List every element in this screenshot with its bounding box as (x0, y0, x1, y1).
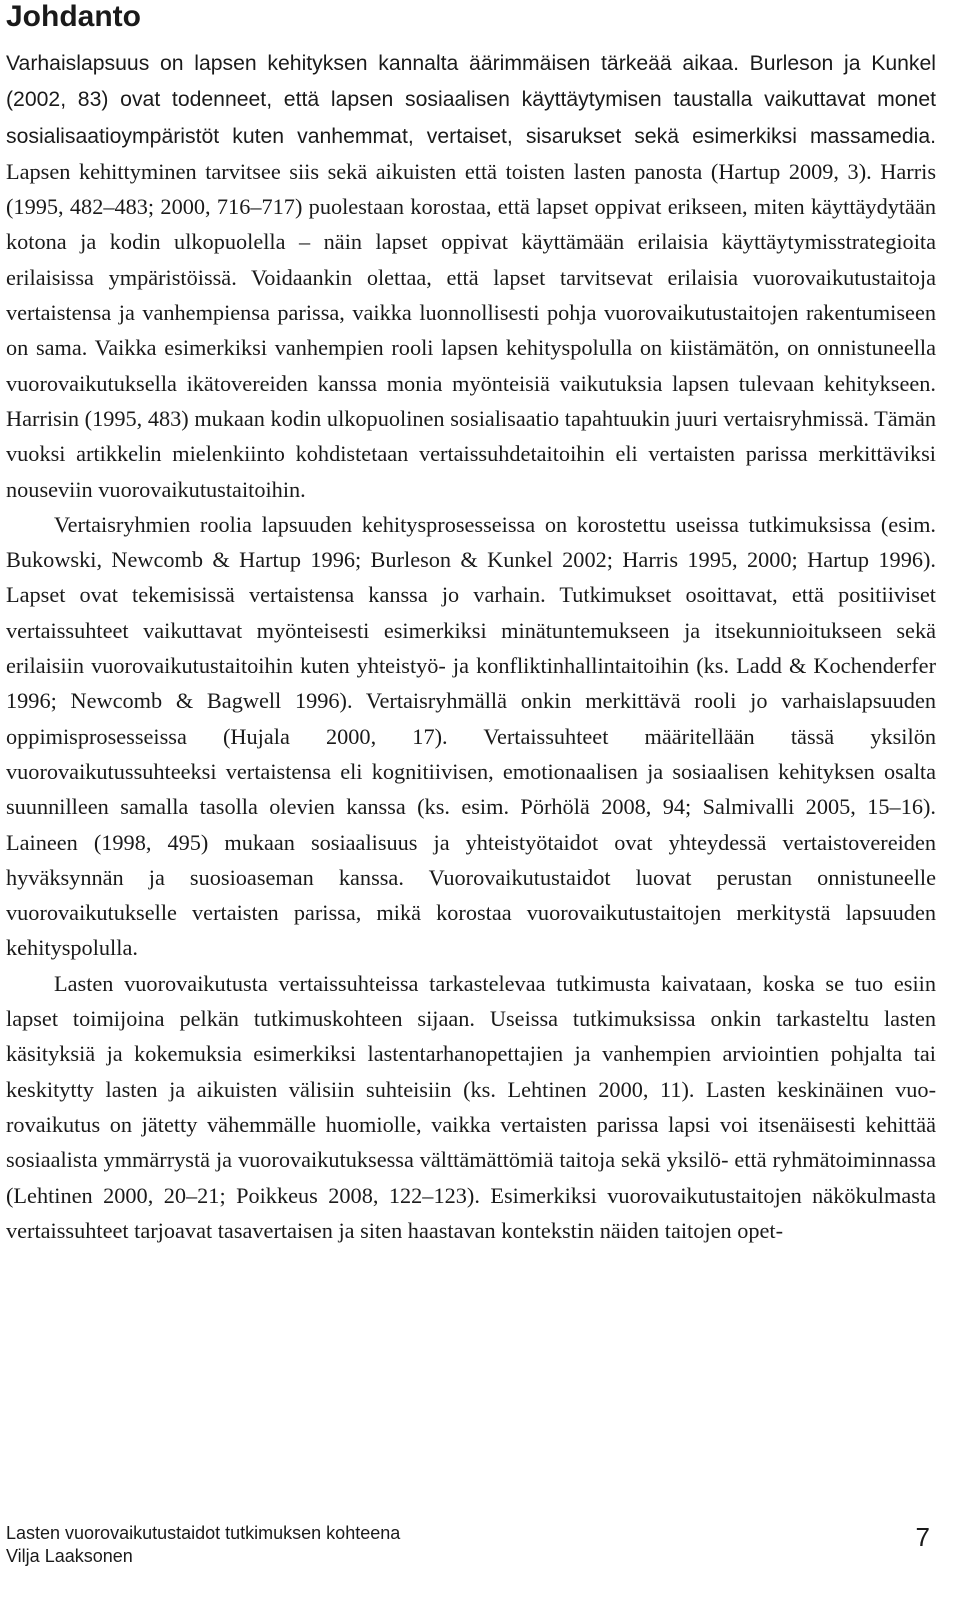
paragraph-1 (6, 45, 936, 507)
paragraph-1-run-b: Harris (1995, 482–483; 2000, 716–717) puolestaan korostaa, että lapset oppivat erikseen, miten käyttäydytään kotona ja kodin ulkopuolella – näin lapset oppivat käyttämään erilaisia käyttäytymisstrategioita erilaisissa ympäristöissä. Voidaankin olettaa, että lapset tarvitsevat erilaisia vuorovaikutustaitoja vertaistensa ja vanhempiensa parissa, vaikka luonnollisesti pohja vuorovaikutustaitojen rakentumiseen on sama. Vaikka esimerkiksi vanhempien rooli lapsen kehityspolulla on kiistämätön, on onnistuneella vuorovaikutuksella ikätovereiden kanssa monia myönteisiä vaikutuksia lapsen tulevaan kehitykseen. Harrisin (1995, 483) mukaan kodin ulkopuolinen sosialisaatio tapahtuukin juuri vertaisryhmissä. Tämän vuoksi artikkelin mielenkiinto kohdistetaan vertaissuhdetaitoihin eli vertaisten parissa merkittäviksi nouseviin vuorovaikutustaitoihin. (6, 158, 936, 502)
body-text (6, 45, 936, 1248)
document-page (6, 0, 936, 1248)
paragraph-1-sans-run: Varhaislapsuus on lapsen kehityksen kannalta äärimmäisen tärkeää aikaa. Burleson ja Kunkel (2002, 83) ovat todenneet, että lapsen sosiaalisen käyttäytymisen taustalla vaikuttavat monet sosialisaatioympäristöt kuten vanhemmat, vertaiset, sisarukset sekä esimerkiksi massamedia. (6, 52, 936, 148)
paragraph-3: Lasten vuorovaikutusta vertaissuhteissa tarkastelevaa tutkimusta kaivataan, koska se tuo esiin lapset toimijoina pelkän tutkimuskohteen sijaan. Useissa tutkimuksissa onkin tarkasteltu lasten käsityksiä ja kokemuksia esimerkiksi lastentarhanopettajien ja vanhempien arviointien pohjalta tai keskitytty lasten ja aikuisten välisiin suhteisiin (ks. Lehtinen 2000, 11). Lasten keskinäinen vuorovaikutus on jätetty vähemmälle huomiolle, vaikka vertaisten parissa lapsi voi itsenäisesti kehittää sosiaalista ymmärrystä ja vuorovaikutuksessa välttämättömiä taitoja sekä yksilö- että ryhmätoiminnassa (Lehtinen 2000, 20–21; Poikkeus 2008, 122–123). Esimerkiksi vuorovaikutustaitojen näkökulmasta vertaissuhteet tarjoavat tasavertaisen ja siten haastavan kontekstin näiden taitojen opet- (6, 970, 936, 1243)
page-footer (6, 1522, 400, 1568)
paragraph-1-run-a: Lapsen kehittyminen tarvitsee siis sekä aikuisten että toisten lasten panosta (Hartup 2009, 3). (6, 158, 872, 184)
footer-title: Lasten vuorovaikutustaidot tutkimuksen kohteena (6, 1523, 401, 1543)
section-heading: Johdanto (6, 0, 141, 33)
page-number: 7 (915, 1522, 930, 1552)
footer-author: Vilja Laaksonen (6, 1546, 133, 1566)
paragraph-2: Vertaisryhmien roolia lapsuuden kehitysprosesseissa on korostettu useissa tutkimuksissa (esim. Bukowski, Newcomb & Hartup 1996; Burleson & Kunkel 2002; Harris 1995, 2000; Hartup 1996). Lapset ovat tekemisissä vertaistensa kanssa jo varhain. Tutkimukset osoittavat, että positiiviset vertaissuhteet vaikuttavat myönteisesti esimerkiksi minätuntemukseen ja itsekunnioitukseen sekä erilaisiin vuorovaikutustaitoihin kuten yhteistyö- ja konfliktinhallintaitoihin (ks. Ladd & Kochenderfer 1996; Newcomb & Bagwell 1996). Vertaisryhmällä onkin merkittävä rooli jo varhaislapsuuden oppimisprosesseissa (Hujala 2000, 17). Vertaissuhteet määritellään tässä yksilön vuorovaikutussuhteeksi vertaistensa eli kognitiivisen, emotionaalisen ja sosiaalisen kehityksen osalta suunnilleen samalla tasolla olevien kanssa (ks. esim. Pörhölä 2008, 94; Salmivalli 2005, 15–16). Laineen (1998, 495) mukaan sosiaalisuus ja yhteistyötaidot ovat yhteydessä vertaistovereiden hyväksynnän ja suosioaseman kanssa. Vuorovaikutustaidot luovat perustan onnistuneelle vuorovaikutukselle vertaisten parissa, mikä korostaa vuorovaikutustaitojen merkitystä lapsuuden kehityspolulla. (6, 511, 936, 961)
